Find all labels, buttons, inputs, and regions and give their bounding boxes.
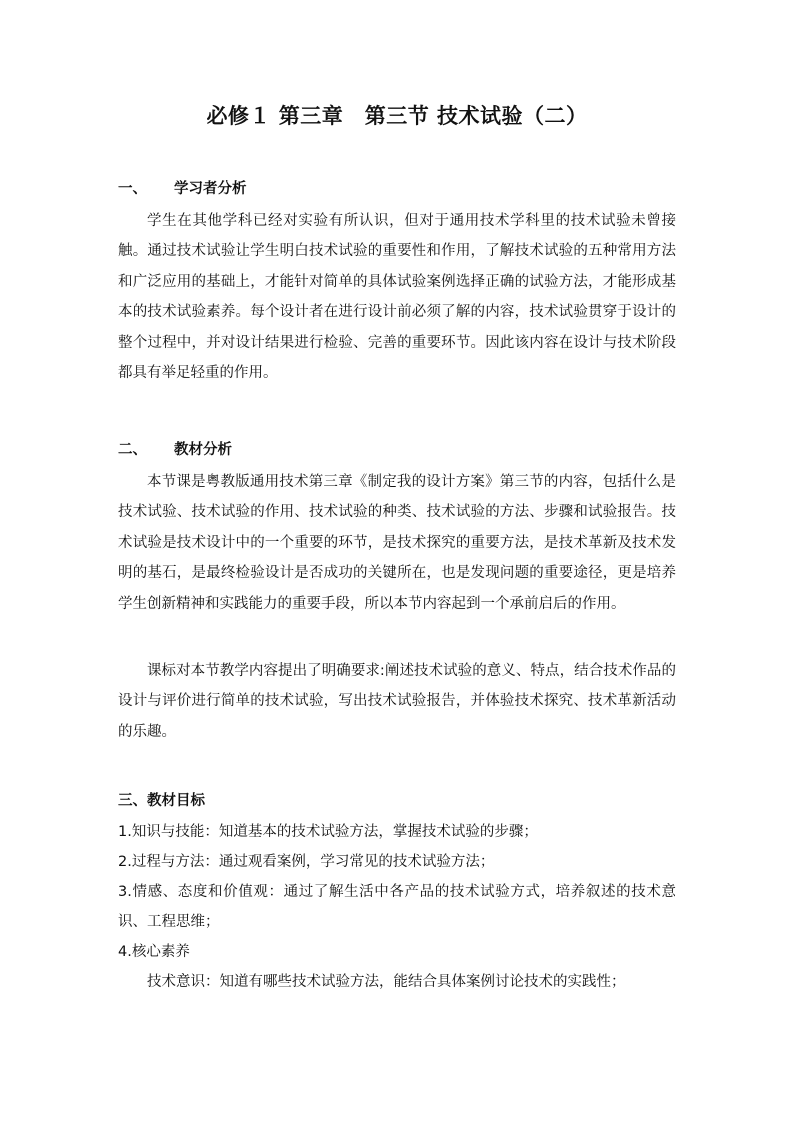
section-heading-textbook-analysis <box>118 438 232 459</box>
goal-item-core-literacy: 4.核心素养 <box>118 944 190 960</box>
section-number: 一、 <box>118 181 147 197</box>
goal-item-knowledge-skills: 1.知识与技能：知道基本的技术试验方法，掌握技术试验的步骤； <box>118 824 538 840</box>
section-heading-text: 学习者分析 <box>174 181 247 197</box>
paragraph-textbook-analysis: 本节课是粤教版通用技术第三章《制定我的设计方案》第三节的内容，包括什么是技术试验、技术试验的作用、技术试验的种类、技术试验的方法、步骤和试验报告。技术试验是技术设计中的一个重要的环节，是技术探究的重要方法，是技术革新及技术发明的基石，是最终检验设计是否成功的关键所在，也是发现问题的重要途径，更是培养学生创新精神和实践能力的重要手段，所以本节内容起到一个承前启后的作用。 <box>118 474 676 612</box>
paragraph-curriculum-requirements: 课标对本节教学内容提出了明确要求:阐述技术试验的意义、特点，结合技术作品的设计与评价进行简单的技术试验，写出技术试验报告，并体验技术探究、技术革新活动的乐趣。 <box>118 663 676 740</box>
section-number: 二、 <box>118 442 147 458</box>
goal-item-emotion-values: 3.情感、态度和价值观：通过了解生活中各产品的技术试验方式，培养叙述的技术意识、工程思维； <box>118 884 676 931</box>
section-number: 三、 <box>118 793 147 809</box>
page-title: 必修１ 第三章 第三节 技术试验（二） <box>206 103 588 128</box>
paragraph-learner-analysis: 学生在其他学科已经对实验有所认识，但对于通用技术学科里的技术试验未曾接触。通过技术试验让学生明白技术试验的重要性和作用，了解技术试验的五种常用方法和广泛应用的基础上，才能针对简单的具体试验案例选择正确的试验方法，才能形成基本的技术试验素养。每个设计者在进行设计前必须了解的内容，技术试验贯穿于设计的整个过程中，并对设计结果进行检验、完善的重要环节。因此该内容在设计与技术阶段都具有举足轻重的作用。 <box>118 213 676 382</box>
paragraph-technical-awareness: 技术意识：知道有哪些技术试验方法，能结合具体案例讨论技术的实践性； <box>147 974 626 990</box>
section-heading-text: 教材目标 <box>147 793 205 809</box>
section-heading-teaching-goals <box>118 789 205 810</box>
section-heading-learner-analysis <box>118 177 247 198</box>
section-heading-text: 教材分析 <box>174 442 232 458</box>
goal-item-process-methods: 2.过程与方法：通过观看案例，学习常见的技术试验方法； <box>118 854 495 870</box>
